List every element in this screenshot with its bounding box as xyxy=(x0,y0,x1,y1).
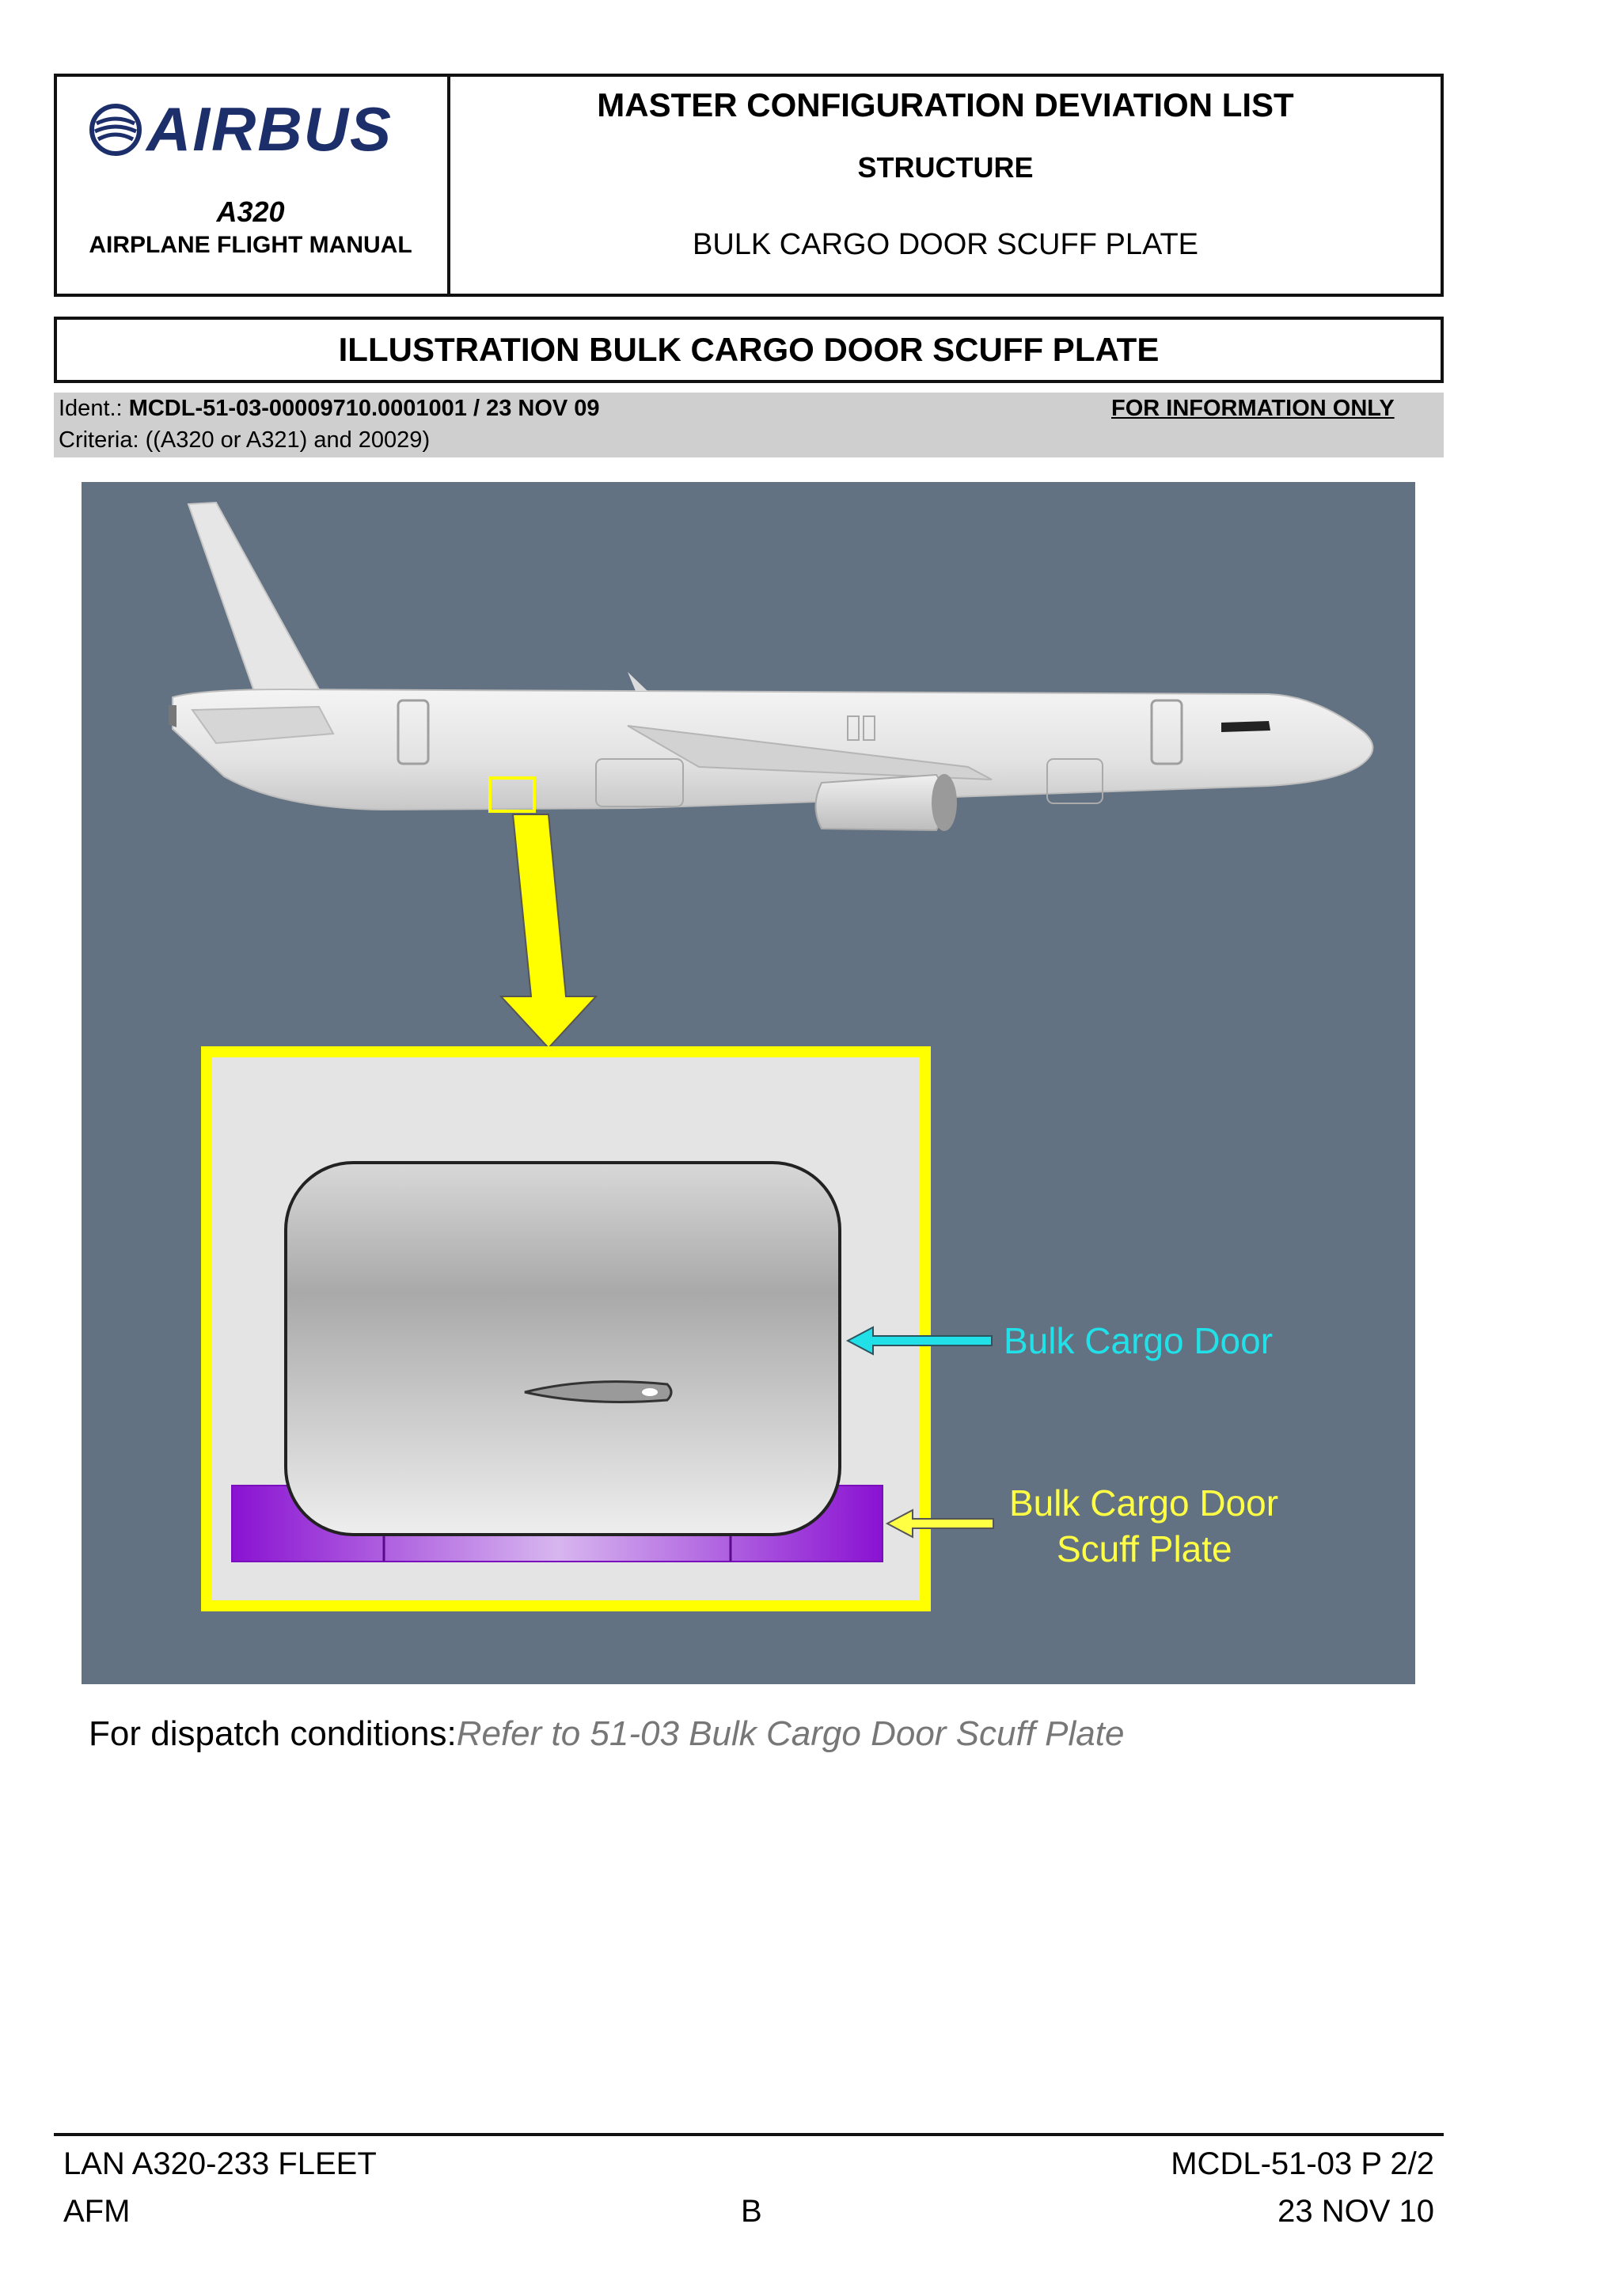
footer-fleet: LAN A320-233 FLEET xyxy=(63,2146,377,2181)
manual-name: AIRPLANE FLIGHT MANUAL xyxy=(89,232,412,258)
footer-revision: B xyxy=(741,2194,762,2229)
airbus-logo-icon xyxy=(85,100,146,160)
brand-logo: AIRBUS xyxy=(146,94,393,164)
ident-value: MCDL-51-03-00009710.0001001 / 23 NOV 09 xyxy=(128,396,600,421)
dispatch-label: For dispatch conditions: xyxy=(89,1714,457,1753)
illustration-svg xyxy=(82,482,1415,1684)
aircraft-model: A320 xyxy=(216,195,285,228)
illustration-figure xyxy=(82,482,1415,1684)
aircraft-drawing xyxy=(169,503,1372,831)
criteria-line: Criteria: ((A320 or A321) and 20029) xyxy=(59,427,431,453)
ident-label: Ident.: xyxy=(59,396,123,421)
document-title: MASTER CONFIGURATION DEVIATION LIST xyxy=(597,86,1294,123)
illustration-title: ILLUSTRATION BULK CARGO DOOR SCUFF PLATE xyxy=(338,331,1160,368)
bulk-cargo-door xyxy=(286,1163,840,1535)
down-arrow xyxy=(501,814,596,1048)
topic-title: BULK CARGO DOOR SCUFF PLATE xyxy=(692,228,1199,261)
footer-date: 23 NOV 10 xyxy=(1277,2194,1434,2229)
chapter-title: STRUCTURE xyxy=(857,151,1034,184)
plate-callout-label-2: Scuff Plate xyxy=(1057,1528,1232,1569)
dispatch-line xyxy=(89,1712,1124,1756)
plate-callout-label-1: Bulk Cargo Door xyxy=(1009,1482,1279,1524)
footer-page: MCDL-51-03 P 2/2 xyxy=(1171,2146,1434,2181)
footer-doc: AFM xyxy=(63,2194,131,2229)
ident-line xyxy=(59,394,600,423)
door-callout-label: Bulk Cargo Door xyxy=(1004,1320,1274,1361)
dispatch-reference-link[interactable]: Refer to 51-03 Bulk Cargo Door Scuff Plate xyxy=(456,1714,1125,1753)
info-only-note: FOR INFORMATION ONLY xyxy=(1111,396,1395,421)
footer-rule xyxy=(54,2133,1444,2136)
